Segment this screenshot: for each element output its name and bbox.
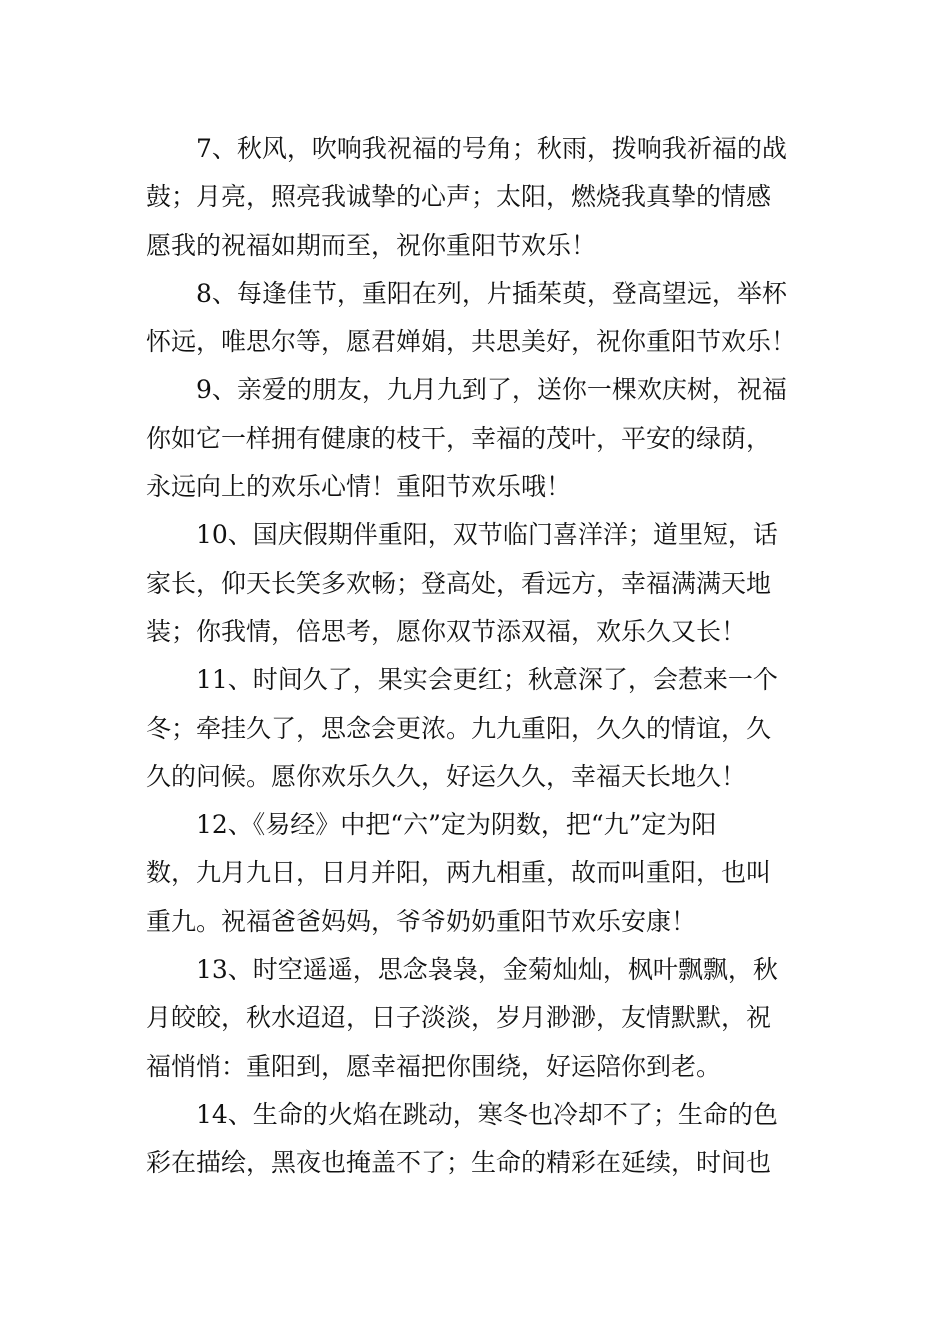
text-line: 冬；牵挂久了，思念会更浓。九九重阳，久久的情谊，久 — [146, 713, 772, 743]
paragraph-12 — [146, 801, 808, 946]
text-line: 彩在描绘，黑夜也掩盖不了；生命的精彩在延续，时间也 — [146, 1148, 772, 1178]
text-line: 鼓；月亮，照亮我诚挚的心声；太阳，燃烧我真挚的情感 — [146, 182, 772, 212]
text-line: 11、时间久了，果实会更红；秋意深了，会惹来一个 — [196, 665, 778, 695]
text-line: 7、秋风，吹响我祝福的号角；秋雨，拨响我祈福的战 — [196, 134, 787, 163]
text-line: 8、每逢佳节，重阳在列，片插茱萸，登高望远，举杯 — [196, 278, 787, 308]
text-line: 数，九月九日，日月并阳，两九相重，故而叫重阳，也叫 — [146, 858, 772, 888]
text-line: 重九。祝福爸爸妈妈，爷爷奶奶重阳节欢乐安康！ — [146, 906, 697, 936]
text-line: 装；你我情，倍思考，愿你双节添双福，欢乐久又长！ — [146, 616, 747, 646]
text-line: 你如它一样拥有健康的枝干，幸福的茂叶，平安的绿荫， — [146, 423, 772, 453]
text-line: 12、《易经》中把“六”定为阴数，把“九”定为阳 — [196, 810, 717, 840]
paragraph-13 — [146, 946, 808, 1091]
text-line: 14、生命的火焰在跳动，寒冬也冷却不了；生命的色 — [196, 1099, 778, 1129]
paragraph-10 — [146, 511, 808, 656]
paragraph-11 — [146, 656, 808, 801]
text-line: 永远向上的欢乐心情！重阳节欢乐哦！ — [146, 472, 572, 502]
text-line: 家长，仰天长笑多欢畅；登高处，看远方，幸福满满天地 — [146, 568, 772, 598]
document-body — [146, 125, 808, 1188]
paragraph-7 — [146, 125, 808, 270]
text-line: 怀远，唯思尔等，愿君婵娟，共思美好，祝你重阳节欢乐！ — [146, 327, 797, 357]
text-line: 10、国庆假期伴重阳，双节临门喜洋洋；道里短，话 — [196, 520, 778, 550]
text-line: 愿我的祝福如期而至，祝你重阳节欢乐！ — [146, 230, 597, 260]
paragraph-9 — [146, 366, 808, 511]
paragraph-14 — [146, 1091, 808, 1188]
text-line: 13、时空遥遥，思念袅袅，金菊灿灿，枫叶飘飘，秋 — [196, 955, 778, 985]
text-line: 福悄悄：重阳到，愿幸福把你围绕，好运陪你到老。 — [146, 1051, 722, 1081]
text-line: 9、亲爱的朋友，九月九到了，送你一棵欢庆树，祝福 — [196, 375, 787, 405]
text-line: 月皎皎，秋水迢迢，日子淡淡，岁月渺渺，友情默默，祝 — [146, 1003, 772, 1033]
text-line: 久的问候。愿你欢乐久久，好运久久，幸福天长地久！ — [146, 761, 747, 791]
paragraph-8 — [146, 270, 808, 367]
